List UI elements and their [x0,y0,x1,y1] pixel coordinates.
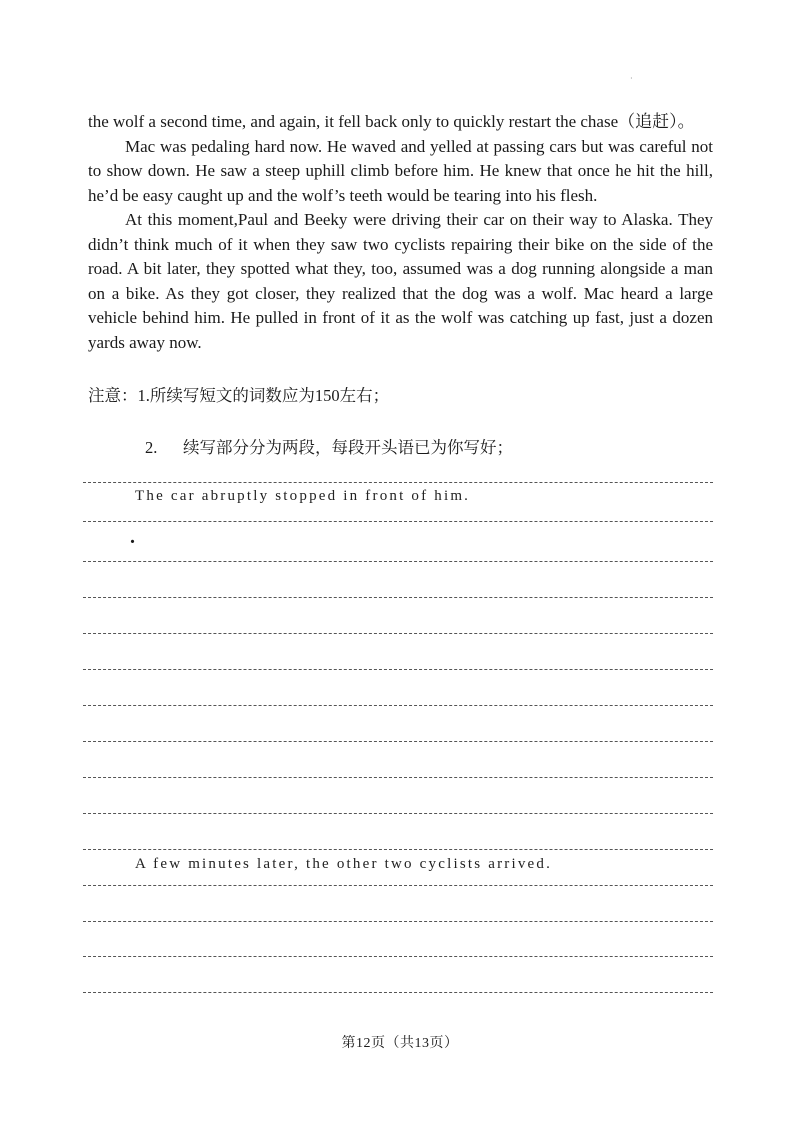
writing-start-dot: . [130,526,135,548]
writing-line [83,561,713,562]
writing-line [83,741,713,742]
page-number-footer: 第12页（共13页） [341,1036,459,1051]
page-marker-dot: · [630,74,633,83]
writing-line [83,597,713,598]
writing-line [83,813,713,814]
instruction-note-1: 注意：1.所续写短文的词数应为150左右； [88,386,390,405]
writing-line [83,921,713,922]
note-text: 续写部分分为两段，每段开头语已为你写好； [183,438,513,457]
note-number: 2. [145,438,158,457]
writing-line [83,956,713,957]
passage-paragraph-1: the wolf a second time, and again, it fell back only to quickly restart the chase（追赶）。 [88,112,695,131]
writing-line [83,885,713,886]
passage-paragraph-2: Mac was pedaling hard now. He waved and yelled at passing cars but was careful not to show down. He saw a steep uphill climb before him. He knew that once he hit the hill, he’d be easy caught up and the wolf’s teeth would be tearing into his flesh. [88,136,713,205]
writing-line [83,633,713,634]
writing-line [83,705,713,706]
passage-paragraph-3: At this moment,Paul and Beeky were driving their car on their way to Alaska. They didn’t think much of it when they saw two cyclists repairing their bike on the side of the road. A bit later, they spotted what they, too, assumed was a dog running alongside a man on a bike. As they got closer, they realized that the dog was a wolf. Mac heard a large vehicle behind him. He pulled in front of it as the wolf was catching up fast, just a dozen yards away now. [88,210,713,352]
paragraph-1-opening: The car abruptly stopped in front of him. [135,488,471,504]
writing-line [83,669,713,670]
paragraph-2-opening: A few minutes later, the other two cyclists arrived. [135,856,553,872]
writing-line [83,849,713,850]
writing-line [83,482,713,483]
writing-line [83,777,713,778]
answer-writing-area[interactable] [83,0,713,1130]
writing-line [83,521,713,522]
writing-line [83,992,713,993]
